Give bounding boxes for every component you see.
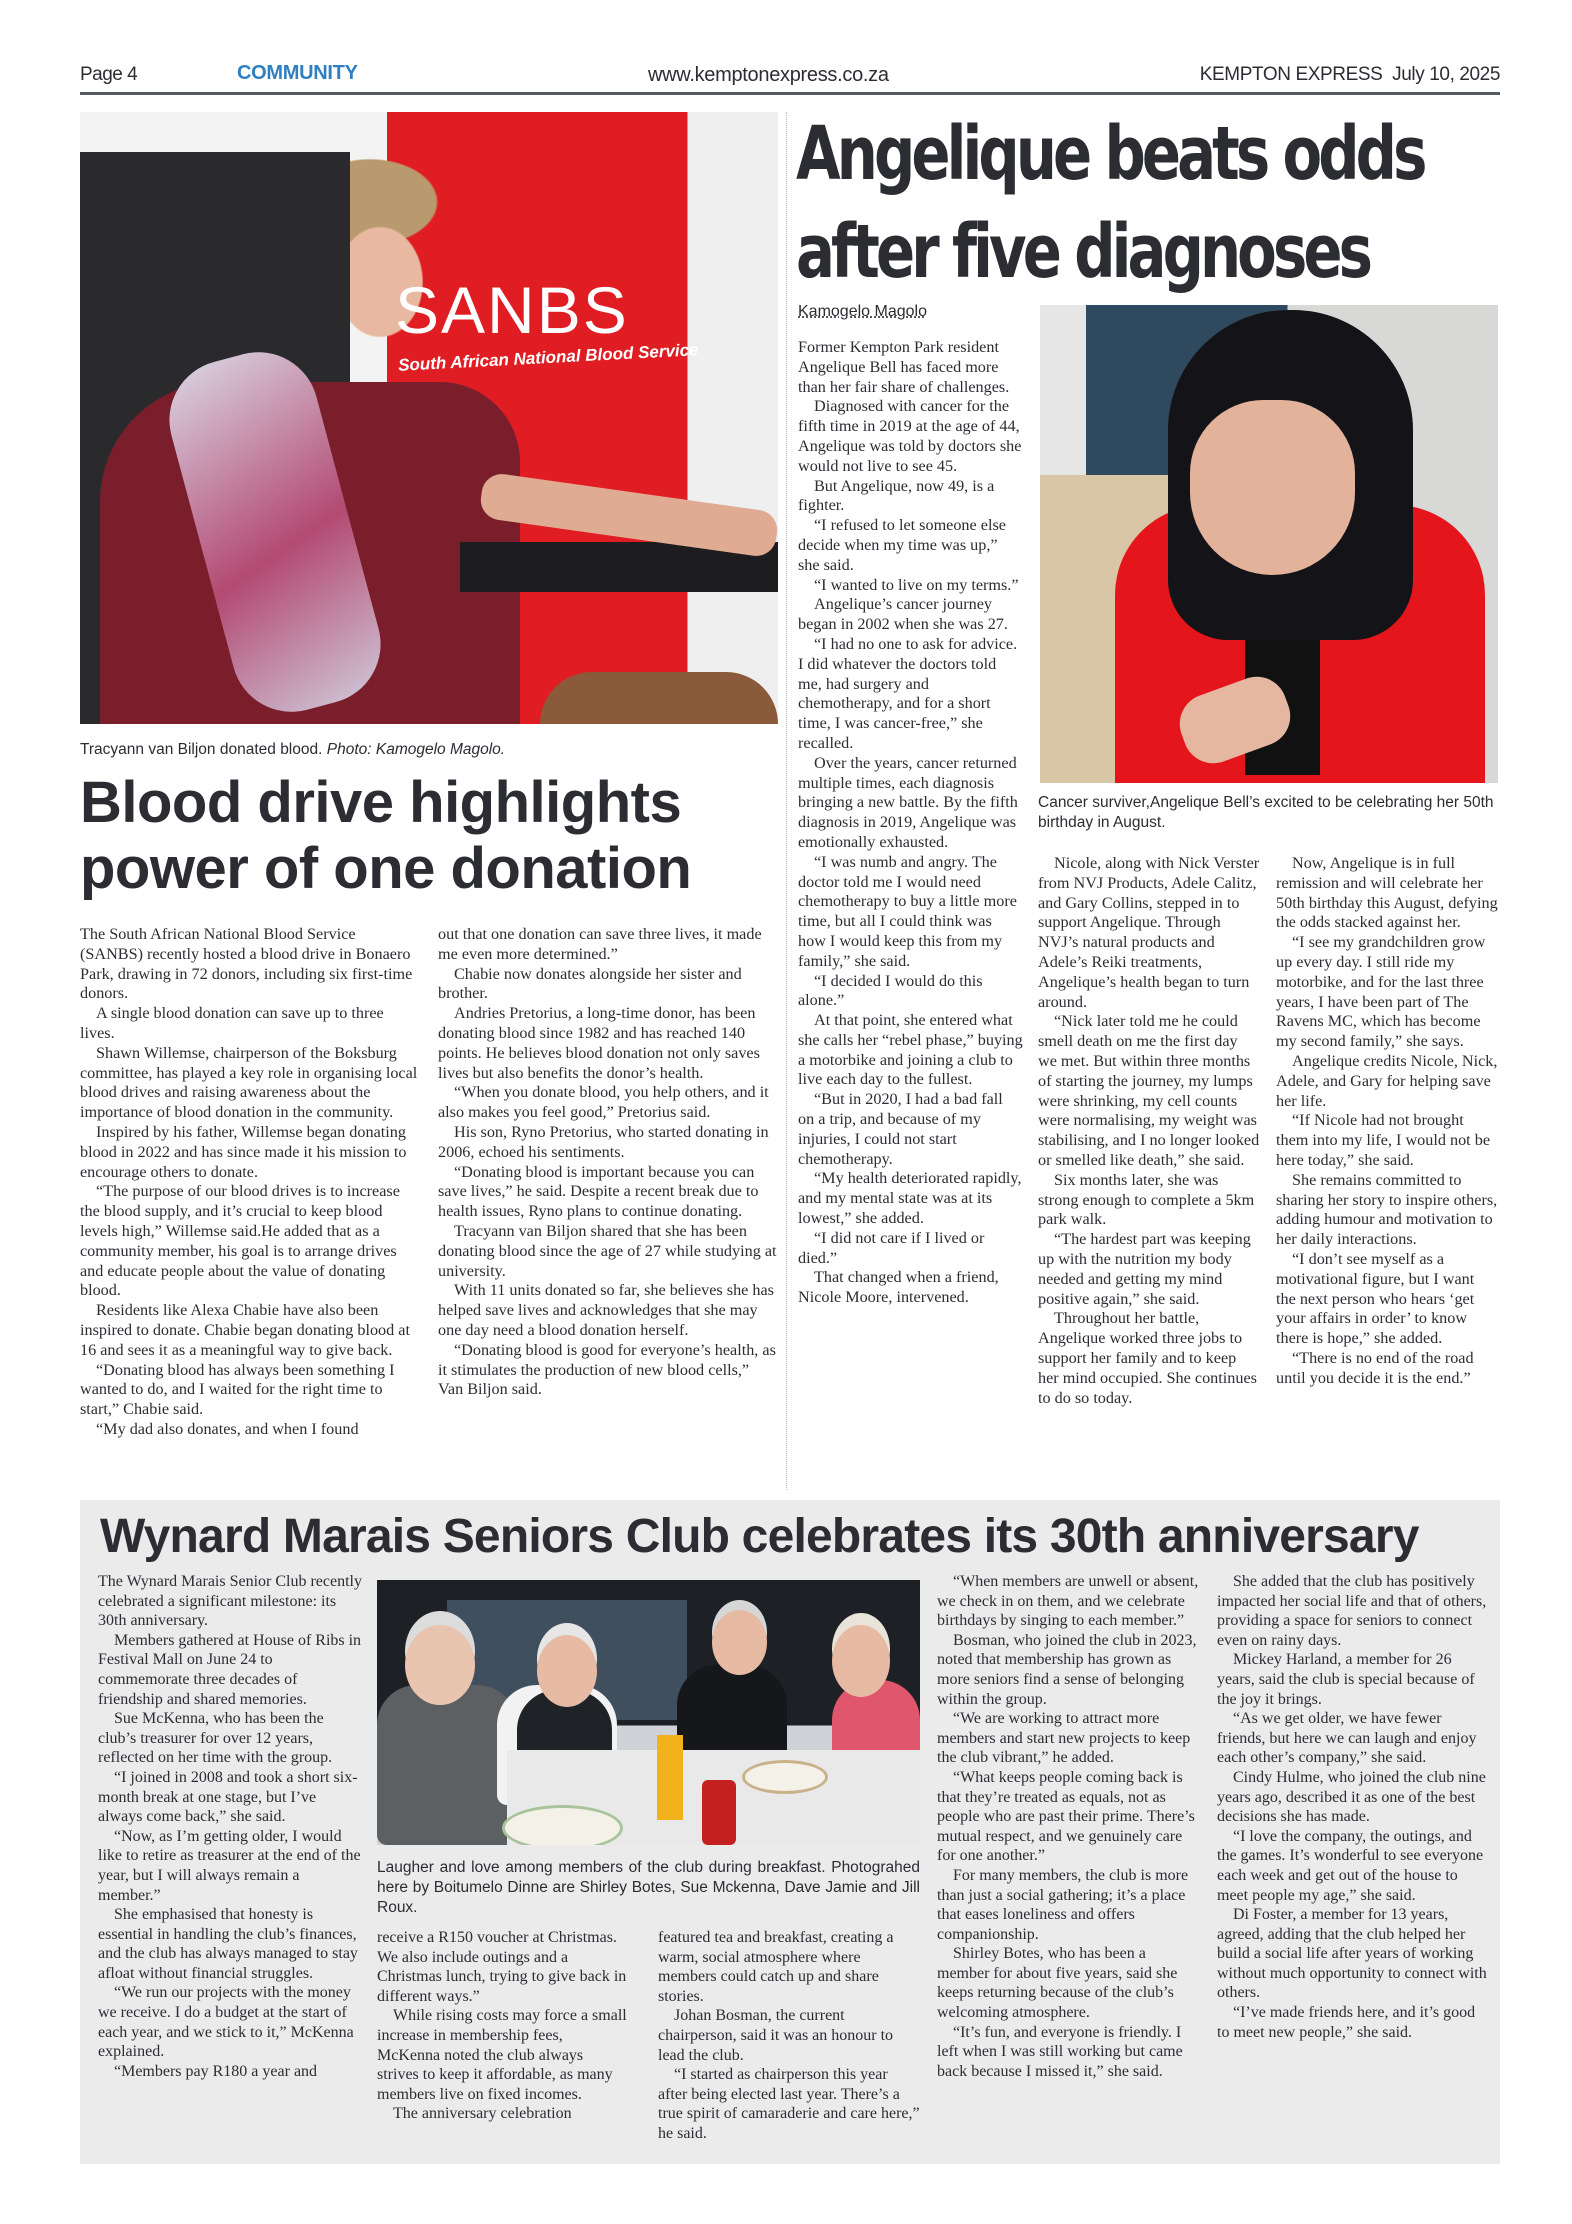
paragraph: With 11 units donated so far, she believes she has helped save lives and acknowledges that she may one day need a blood donation herself.: [438, 1281, 774, 1339]
paragraph: Chabie now donates alongside her sister and brother.: [438, 964, 742, 1003]
paragraph: “I’ve made friends here, and it’s good to meet new people,” she said.: [1217, 2004, 1476, 2041]
masthead-divider: [80, 92, 1500, 95]
photo-face: [1190, 400, 1355, 575]
seniors-column-5: [1217, 1572, 1487, 2042]
paragraph: The anniversary celebration: [393, 2105, 572, 2123]
photo-person-3: [677, 1665, 787, 1760]
paragraph: Over the years, cancer returned multiple times, each diagnosis bringing a new battle. By the fifth diagnosis in 2019, Angelique was emotionally exhausted.: [798, 753, 1018, 851]
paragraph: “My dad also donates, and when I found: [96, 1419, 359, 1438]
paragraph: That changed when a friend, Nicole Moore, intervened.: [798, 1268, 999, 1307]
paragraph: “Donating blood has always been something I wanted to do, and I waited for the right time to start,” Chabie said.: [80, 1360, 395, 1419]
photo-caption-angelique: Cancer surviver,Angelique Bell’s excited to be celebrating her 50th birthday in August.: [1038, 794, 1494, 831]
paragraph: For many members, the club is more than just a social gathering; it’s a place that eases loneliness and offers companionship.: [937, 1866, 1189, 1943]
paragraph: Residents like Alexa Chabie have also been inspired to donate. Chabie began donating blood at 16 and sees it as a meaningful way to give back.: [80, 1301, 410, 1359]
paragraph: “We are working to attract more members and start new projects to keep the club vibrant,” he added.: [937, 1710, 1191, 1767]
byline[interactable]: Kamogelo Magolo: [798, 303, 927, 320]
paragraph: At that point, she entered what she calls her “rebel phase,” buying a motorbike and joining a club to live each day to the fullest.: [798, 1011, 1023, 1089]
paragraph: “I refused to let someone else decide when my time was up,” she said.: [798, 516, 1006, 574]
headline-angelique: [796, 105, 1424, 301]
paragraph: “There is no end of the road until you decide it is the end.”: [1276, 1348, 1474, 1387]
paragraph: But Angelique, now 49, is a fighter.: [798, 476, 995, 515]
photo-head-4: [832, 1625, 890, 1697]
paragraph: “I was numb and angry. The doctor told me I would need chemotherapy to buy a little more time, but all I could think was how I would keep this from my family,” she said.: [798, 852, 1017, 970]
sanbs-logo-text: SANBS: [395, 273, 629, 347]
paragraph: “The hardest part was keeping up with the nutrition my body needed and getting my mind positive again,” she said.: [1038, 1230, 1251, 1308]
paragraph: A single blood donation can save up to three lives.: [80, 1004, 384, 1042]
paragraph: Now, Angelique is in full remission and will celebrate her 50th birthday this August, defying the odds stacked against her.: [1276, 854, 1498, 932]
paragraph: Members gathered at House of Ribs in Festival Mall on June 24 to commemorate three decades of friendship and shared memories.: [98, 1631, 362, 1708]
photo-plate: [502, 1805, 623, 1845]
photo-sauce-bottle: [702, 1780, 736, 1845]
headline-seniors-club: Wynard Marais Seniors Club celebrates its 30th anniversary: [100, 1510, 1419, 1563]
angelique-column-1: [798, 338, 1023, 1308]
paragraph: “Donating blood is important because you can save lives,” he said. Despite a recent break due to health issues, Ryno plans to continue donating.: [438, 1162, 759, 1221]
photo-head-3: [712, 1610, 767, 1675]
section-label: COMMUNITY: [237, 62, 358, 84]
paragraph: “I don’t see myself as a motivational figure, but I want the next person who hears ‘get your affairs in order’ to know there is hope,” she added.: [1276, 1249, 1475, 1348]
photo-caption-seniors: Laugher and love among members of the club during breakfast. Photograhed here by Boitumelo Dinne are Shirley Botes, Sue Mckenna, Dave Jamie and Jill Roux.: [377, 1859, 920, 1916]
paragraph: The Wynard Marais Senior Club recently celebrated a significant milestone: its 30th anniversary.: [98, 1573, 362, 1630]
paragraph: “When you donate blood, you help others, and it also makes you feel good,” Pretorius said.: [438, 1083, 769, 1122]
paragraph: Diagnosed with cancer for the fifth time in 2019 at the age of 44, Angelique was told by doctors she would not live to see 45.: [798, 397, 1022, 475]
paragraph: She remains committed to sharing her story to inspire others, adding humour and motivation to her daily interactions.: [1276, 1170, 1498, 1249]
paragraph: She added that the club has positively impacted her social life and that of others, providing a space for seniors to connect even on rainy days.: [1217, 1573, 1487, 1649]
angelique-column-2: [1038, 854, 1260, 1408]
blood-drive-column-2: [438, 925, 778, 1400]
paragraph: Shirley Botes, who has been a member for about five years, said she keeps returning because of the club’s welcoming atmosphere.: [937, 1945, 1178, 2022]
paragraph: “Nick later told me he could smell death on me the first day we met. But within three months of starting the journey, my lumps were shrinking, my cell counts were normalising, my weight was stabilising, and I no longer looked or smelled like death,” she said.: [1038, 1012, 1260, 1169]
paragraph: “The purpose of our blood drives is to increase the blood supply, and it’s crucial to keep blood levels high,” Willemse said.He added that as a community member, his goal is to arrange drives and educate people about the value of donating blood.: [80, 1182, 400, 1300]
paragraph: The South African National Blood Service (SANBS) recently hosted a blood drive in Bonaero Park, drawing in 72 donors, including six first-time donors.: [80, 925, 413, 1003]
paragraph: “As we get older, we have fewer friends, but here we can laugh and enjoy each other’s company,” she said.: [1217, 1710, 1477, 1767]
paragraph: Angelique’s cancer journey began in 2002 when she was 27.: [798, 595, 1008, 634]
paragraph: His son, Ryno Pretorius, who started donating in 2006, echoed his sentiments.: [438, 1122, 769, 1161]
masthead: [80, 60, 1500, 90]
photo-plate: [742, 1760, 828, 1794]
blood-drive-column-1: [80, 925, 418, 1440]
paragraph: Bosman, who joined the club in 2023, noted that membership has grown as more seniors find a sense of belonging within the group.: [937, 1631, 1197, 1708]
paragraph: “Members pay R180 a year and: [114, 2062, 318, 2080]
photo-bag: [540, 672, 778, 724]
sanbs-logo-subtext: South African National Blood Service: [397, 340, 699, 375]
paragraph: “Donating blood is good for everyone’s health, as it stimulates the production of new blood cells,” Van Biljon said.: [438, 1340, 776, 1399]
website-url[interactable]: www.kemptonexpress.co.za: [648, 64, 889, 86]
photo-angelique-bell: [1040, 305, 1498, 783]
paragraph: “I love the company, the outings, and the games. It’s wonderful to see everyone each week and get out of the house to meet people my age,” she said.: [1217, 1827, 1484, 1904]
paragraph: Di Foster, a member for 13 years, agreed, adding that the club helped her build a social life after years of working without much opportunity to connect with others.: [1217, 1906, 1487, 2002]
headline-blood-drive: Blood drive highlights power of one donation: [80, 770, 692, 901]
photo-seniors-breakfast: [377, 1580, 920, 1845]
paragraph: “I decided I would do this alone.”: [798, 971, 983, 1010]
photo-head-2: [537, 1635, 597, 1707]
caption-text: Tracyann van Biljon donated blood.: [80, 741, 323, 758]
paragraph: Andries Pretorius, a long-time donor, has been donating blood since 1982 and has reached 140 points. He believes blood donation not only saves lives but also benefits the donor’s health.: [438, 1004, 760, 1082]
paragraph: “I started as chairperson this year after being elected last year. There’s a true spirit of camaraderie and care here,” he said.: [658, 2066, 920, 2142]
paragraph: receive a R150 voucher at Christmas. We also include outings and a Christmas lunch, trying to give back in different ways.”: [377, 1929, 627, 2005]
paragraph: Former Kempton Park resident Angelique Bell has faced more than her fair share of challenges.: [798, 338, 1010, 396]
paragraph: “Now, as I’m getting older, I would like to retire as treasurer at the end of the year, but I will always remain a member.”: [98, 1827, 361, 1904]
caption-credit: Photo: Kamogelo Magolo.: [326, 741, 506, 758]
headline-line: Angelique beats odds: [796, 111, 1424, 197]
photo-menu-stand: [657, 1735, 683, 1820]
paragraph: Johan Bosman, the current chairperson, said it was an honour to lead the club.: [658, 2007, 894, 2064]
paragraph: Shawn Willemse, chairperson of the Boksburg committee, has played a key role in organising local blood drives and raising awareness about the importance of blood donation in the community.: [80, 1043, 418, 1122]
paragraph: “I did not care if I lived or died.”: [798, 1228, 985, 1267]
column-divider: [786, 112, 787, 1490]
photo-blood-donor: [80, 112, 778, 724]
paragraph: “I joined in 2008 and took a short six-month break at one stage, but I’ve always come back,” she said.: [98, 1768, 358, 1826]
paragraph: Tracyann van Biljon shared that she has been donating blood since the age of 27 while studying at university.: [438, 1221, 777, 1280]
seniors-column-1: [98, 1572, 364, 2081]
paragraph: “I see my grandchildren grow up every day. I still ride my motorbike, and for the last three years, I have been part of The Ravens MC, which has become my second family,” she says.: [1276, 933, 1486, 1051]
seniors-column-3: [658, 1928, 920, 2144]
page-number: Page 4: [80, 64, 138, 85]
paragraph: “If Nicole had not brought them into my life, I would not be here today,” she said.: [1276, 1111, 1491, 1169]
paragraph: She emphasised that honesty is essential in handling the club’s finances, and the club has always managed to stay afloat without financial struggles.: [98, 1906, 358, 1982]
paragraph: Throughout her battle, Angelique worked three jobs to support her family and to keep her mind occupied. She continues to do so today.: [1038, 1309, 1257, 1407]
photo-caption-blood: [80, 740, 770, 760]
paragraph: “My health deteriorated rapidly, and my mental state was at its lowest,” she added.: [798, 1169, 1022, 1228]
paragraph: “When members are unwell or absent, we check in on them, and we celebrate birthdays by singing to each member.”: [937, 1573, 1199, 1630]
seniors-column-4: [937, 1572, 1199, 2081]
paragraph: Nicole, along with Nick Verster from NVJ Products, Adele Calitz, and Gary Collins, stepped in to support Angelique. Through NVJ’s natural products and Adele’s Reiki treatments, Angelique’s health began to turn around.: [1038, 854, 1260, 1011]
paragraph: “We run our projects with the money we receive. I do a budget at the start of each year, and we stick to it,” McKenna explained.: [98, 1984, 354, 2061]
angelique-column-3: [1276, 854, 1498, 1389]
paragraph: “I wanted to live on my terms.”: [814, 575, 1019, 594]
paragraph: “I had no one to ask for advice. I did whatever the doctors told me, had surgery and chemotherapy, and for a short time, I was cancer-free,” she recalled.: [798, 634, 1018, 752]
seniors-column-2: [377, 1928, 627, 2124]
paragraph: Sue McKenna, who has been the club’s treasurer for over 12 years, reflected on her time with the group.: [98, 1710, 333, 1767]
headline-line: after five diagnoses: [796, 209, 1370, 295]
paragraph: Cindy Hulme, who joined the club nine years ago, described it as one of the best decisions she has made.: [1217, 1768, 1486, 1826]
paragraph: “It’s fun, and everyone is friendly. I left when I was still working but came back because I missed it,” she said.: [937, 2023, 1183, 2080]
paragraph: Inspired by his father, Willemse began donating blood in 2022 and has since made it his mission to encourage others to donate.: [80, 1122, 407, 1181]
paragraph: Angelique credits Nicole, Nick, Adele, and Gary for helping save her life.: [1276, 1051, 1498, 1110]
paragraph: Mickey Harland, a member for 26 years, said the club is special because of the joy it brings.: [1217, 1651, 1475, 1708]
photo-head-1: [405, 1625, 475, 1705]
paragraph: out that one donation can save three lives, it made me even more determined.”: [438, 925, 762, 963]
paragraph: “What keeps people coming back is that they’re treated as equals, not as people who are past their prime. There’s mutual respect, and we genuinely care for one another.”: [937, 1768, 1195, 1865]
paragraph: While rising costs may force a small increase in membership fees, McKenna noted the club always strives to keep it affordable, as many members live on fixed incomes.: [377, 2007, 627, 2103]
paragraph: Six months later, she was strong enough to complete a 5km park walk.: [1038, 1170, 1255, 1229]
paragraph: “But in 2020, I had a bad fall on a trip, and because of my injuries, I could not start chemotherapy.: [798, 1090, 1003, 1168]
paragraph: featured tea and breakfast, creating a warm, social atmosphere where members could catch up and share stories.: [658, 1929, 894, 2005]
photo-person-1: [377, 1685, 517, 1845]
paper-name-date: KEMPTON EXPRESS July 10, 2025: [1199, 64, 1500, 85]
